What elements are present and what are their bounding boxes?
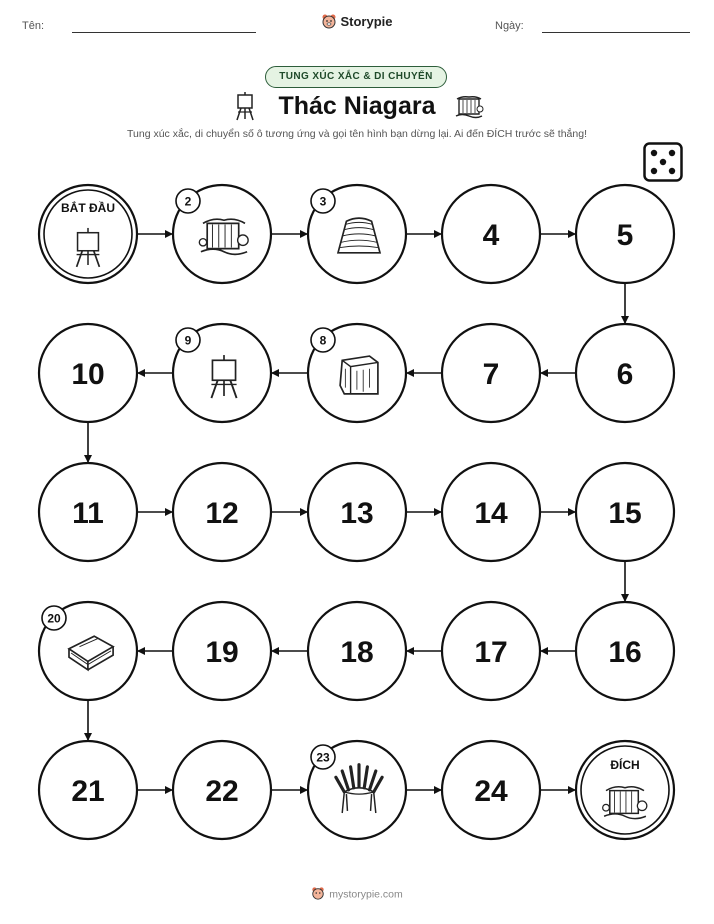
instructions: Tung xúc xắc, di chuyển số ô tương ứng và gọi tên hình bạn dừng lại. Ai đến ĐÍCH trước sẽ thắng! bbox=[126, 128, 587, 140]
cell-number: 18 bbox=[340, 636, 374, 669]
board-cell[interactable] bbox=[442, 602, 540, 700]
board-cell[interactable] bbox=[576, 602, 674, 700]
board-cell[interactable] bbox=[173, 741, 271, 839]
cell-number: 24 bbox=[474, 775, 508, 808]
cell-number: 11 bbox=[72, 497, 104, 530]
board-cell[interactable] bbox=[39, 741, 137, 839]
cell-number-badge-label: 3 bbox=[319, 194, 327, 209]
cell-number: 4 bbox=[482, 219, 500, 252]
board-cell[interactable] bbox=[173, 602, 271, 700]
board-cell[interactable] bbox=[442, 324, 540, 422]
activity-pill: TUNG XÚC XẮC & DI CHUYỂN bbox=[265, 66, 447, 88]
finish-cell[interactable] bbox=[576, 741, 674, 839]
board-cell[interactable] bbox=[173, 185, 271, 283]
board-cell[interactable] bbox=[173, 463, 271, 561]
cell-number-badge-label: 20 bbox=[47, 611, 61, 626]
cell-number: 22 bbox=[205, 775, 239, 808]
board-cell[interactable] bbox=[39, 324, 137, 422]
board-cell[interactable] bbox=[173, 324, 271, 422]
board-cell[interactable] bbox=[576, 324, 674, 422]
board-cell[interactable] bbox=[308, 463, 406, 561]
cell-number: 13 bbox=[340, 497, 374, 530]
board-cell[interactable] bbox=[442, 463, 540, 561]
page-title: Thác Niagara bbox=[278, 92, 436, 120]
stone-block-icon bbox=[340, 356, 378, 394]
cell-number: 15 bbox=[608, 497, 642, 530]
brand-name: Storypie bbox=[340, 13, 393, 29]
start-label: BẮT ĐẦU bbox=[61, 201, 115, 215]
cell-number-badge-label: 9 bbox=[184, 333, 192, 348]
board-cell[interactable] bbox=[39, 602, 137, 700]
storypie-logo-icon bbox=[311, 886, 325, 903]
board-cell[interactable] bbox=[308, 324, 406, 422]
start-cell[interactable] bbox=[39, 185, 137, 283]
cell-number: 7 bbox=[482, 358, 500, 391]
finish-label: ĐÍCH bbox=[610, 758, 640, 772]
name-label: Tên: bbox=[22, 20, 45, 32]
cell-number: 16 bbox=[608, 636, 642, 669]
board-cell[interactable] bbox=[39, 463, 137, 561]
cell-number: 12 bbox=[205, 497, 239, 530]
board-cell[interactable] bbox=[308, 185, 406, 283]
cell-number: 5 bbox=[616, 219, 634, 252]
board-cell[interactable] bbox=[308, 741, 406, 839]
cell-number: 14 bbox=[474, 497, 508, 530]
cell-number-badge-label: 23 bbox=[316, 750, 330, 765]
date-label: Ngày: bbox=[495, 20, 524, 32]
cell-number: 21 bbox=[71, 775, 105, 808]
board-cell[interactable] bbox=[308, 602, 406, 700]
cell-number: 19 bbox=[205, 636, 239, 669]
board-cell[interactable] bbox=[442, 741, 540, 839]
footer bbox=[0, 886, 714, 903]
cell-number: 10 bbox=[71, 358, 105, 391]
cell-number: 6 bbox=[616, 358, 634, 391]
cell-number: 17 bbox=[474, 636, 508, 669]
board-cell[interactable] bbox=[576, 463, 674, 561]
cell-number-badge-label: 2 bbox=[184, 194, 192, 209]
board-cell[interactable] bbox=[576, 185, 674, 283]
footer-url[interactable]: mystorypie.com bbox=[329, 888, 403, 901]
cell-number-badge-label: 8 bbox=[319, 333, 327, 348]
board-cell[interactable] bbox=[442, 185, 540, 283]
